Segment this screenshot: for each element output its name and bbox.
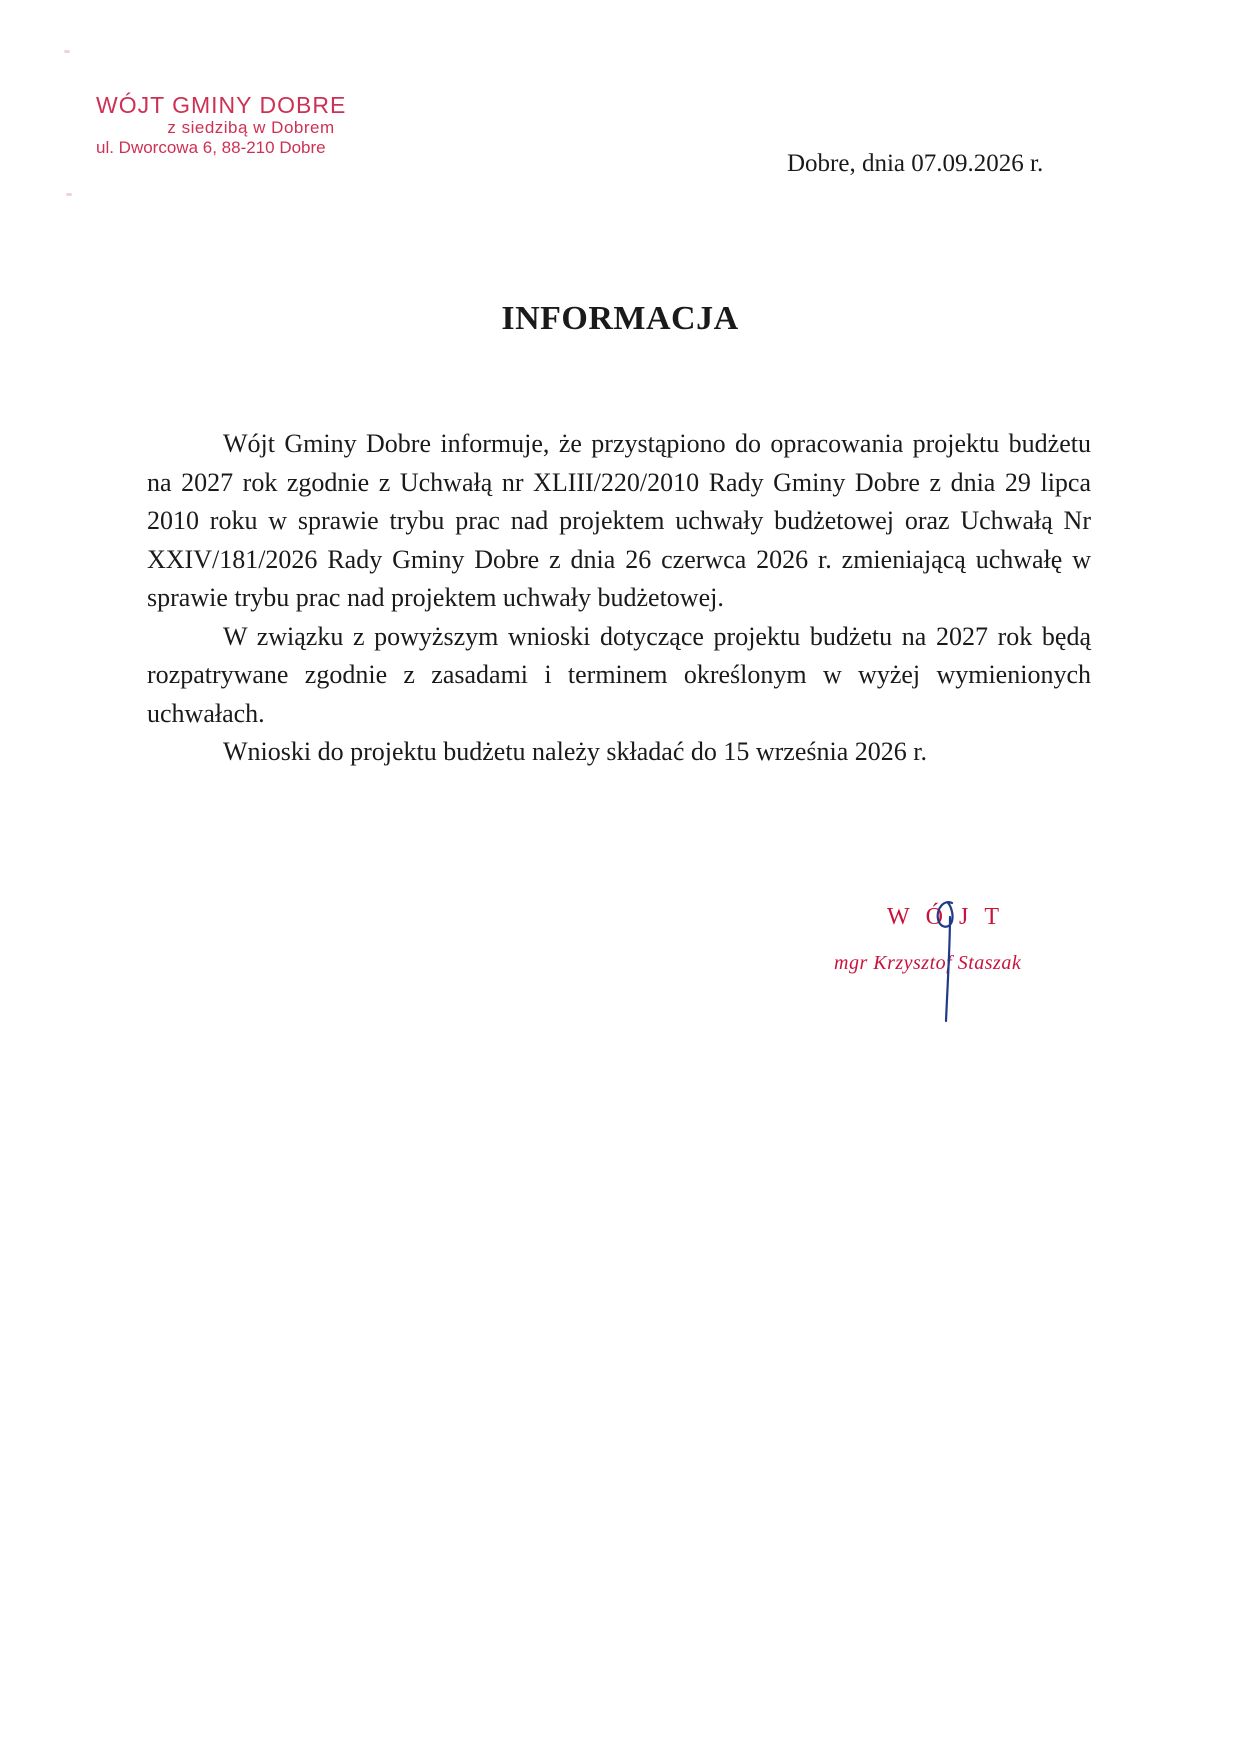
scan-speck: [64, 50, 70, 53]
document-body: [147, 425, 1091, 772]
document-date: Dobre, dnia 07.09.2026 r.: [787, 150, 1044, 177]
body-paragraph: Wnioski do projektu budżetu należy składać do 15 września 2026 r.: [223, 737, 927, 766]
scan-speck: [66, 193, 72, 196]
signature-role: WÓJT: [887, 904, 1015, 930]
signature-name: mgr Krzysztof Staszak: [834, 952, 1022, 974]
body-paragraph: W związku z powyższym wnioski dotyczące projektu budżetu na 2027 rok będą rozpatrywane zgodnie z zasadami i terminem określonym w wyżej wymienionych uchwałach.: [147, 621, 1091, 728]
stamp-line-office: WÓJT GMINY DOBRE: [96, 92, 347, 118]
stamp-line-seat: z siedzibą w Dobrem: [167, 118, 335, 138]
stamp-line-address: ul. Dworcowa 6, 88-210 Dobre: [96, 137, 326, 157]
handwritten-signature-icon: [920, 895, 970, 1025]
document-title: INFORMACJA: [501, 300, 739, 337]
body-paragraph: Wójt Gminy Dobre informuje, że przystąpiono do opracowania projektu budżetu na 2027 rok zgodnie z Uchwałą nr XLIII/220/2010 Rady Gminy Dobre z dnia 29 lipca 2010 roku w sprawie trybu prac nad projektem uchwały budżetowej oraz Uchwałą Nr XXIV/181/2026 Rady Gminy Dobre z dnia 26 czerwca 2026 r. zmieniającą uchwałę w sprawie trybu prac nad projektem uchwały budżetowej.: [147, 429, 1091, 612]
office-stamp: [96, 92, 366, 158]
